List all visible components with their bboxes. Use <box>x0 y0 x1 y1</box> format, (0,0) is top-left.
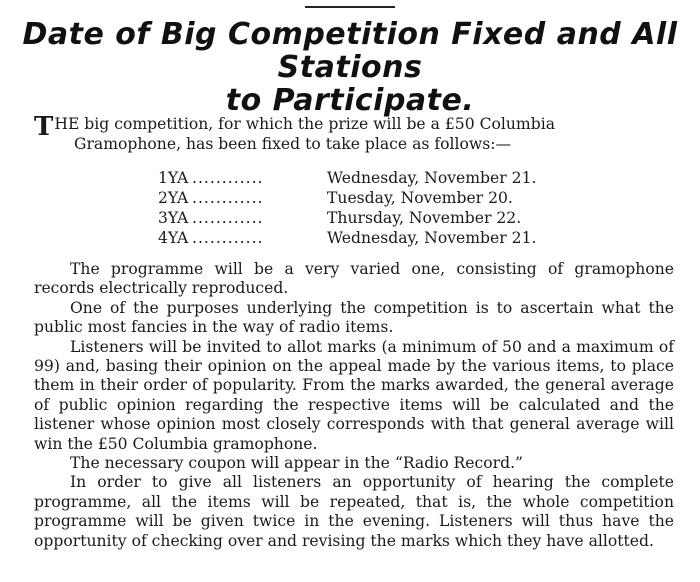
schedule-row <box>158 208 618 228</box>
schedule-row <box>158 168 618 188</box>
body-paragraph: In order to give all listeners an opportunity of hearing the complete programme, all the items will be repeated, that is, the whole competition programme will be given twice in the evening. Listeners will thus have the opportunity of checking over and revising the marks which they have allotted. <box>34 473 674 550</box>
schedule-date: Thursday, November 22. <box>327 209 522 227</box>
leader-dots: ............ <box>192 189 264 207</box>
schedule-row <box>158 188 618 208</box>
leader-dots: ............ <box>192 209 264 227</box>
leader-dots: ............ <box>192 229 264 247</box>
body-paragraph: Listeners will be invited to allot marks (a minimum of 50 and a maximum of 99) and, basing their opinion on the appeal made by the various items, to place them in their order of popularity. From the marks awarded, the general average of public opinion regarding the respective items will be calculated and the listener whose opinion most closely corresponds with that general average will win the £50 Columbia gramophone. <box>34 337 674 453</box>
body-paragraph: One of the purposes underlying the competition is to ascertain what the public most fancies in the way of radio items. <box>34 298 674 337</box>
station-schedule <box>158 168 618 248</box>
intro-first-line: HE big competition, for which the prize will be a £50 Columbia <box>54 115 555 133</box>
body-paragraph: The programme will be a very varied one, consisting of gramophone records electrically reproduced. <box>34 260 674 298</box>
schedule-date: Tuesday, November 20. <box>327 189 513 207</box>
leader-dots: ............ <box>192 169 264 187</box>
schedule-row <box>158 228 618 248</box>
station-code: 3YA <box>158 209 189 227</box>
drop-cap: T <box>34 112 54 142</box>
schedule-date: Wednesday, November 21. <box>327 169 537 187</box>
article-headline <box>0 18 700 117</box>
station-code: 2YA <box>158 189 189 207</box>
article-body <box>34 260 674 551</box>
station-code: 4YA <box>158 229 189 247</box>
intro-paragraph <box>34 114 654 154</box>
intro-second-line: Gramophone, has been fixed to take place as follows:— <box>74 135 512 153</box>
headline-line-2: to Participate. <box>225 83 475 118</box>
station-code: 1YA <box>158 169 189 187</box>
schedule-date: Wednesday, November 21. <box>327 229 537 247</box>
top-rule <box>305 6 395 8</box>
headline-line-1: Date of Big Competition Fixed and All Stations <box>22 17 678 85</box>
body-paragraph: The necessary coupon will appear in the “Radio Record.” <box>70 454 524 473</box>
